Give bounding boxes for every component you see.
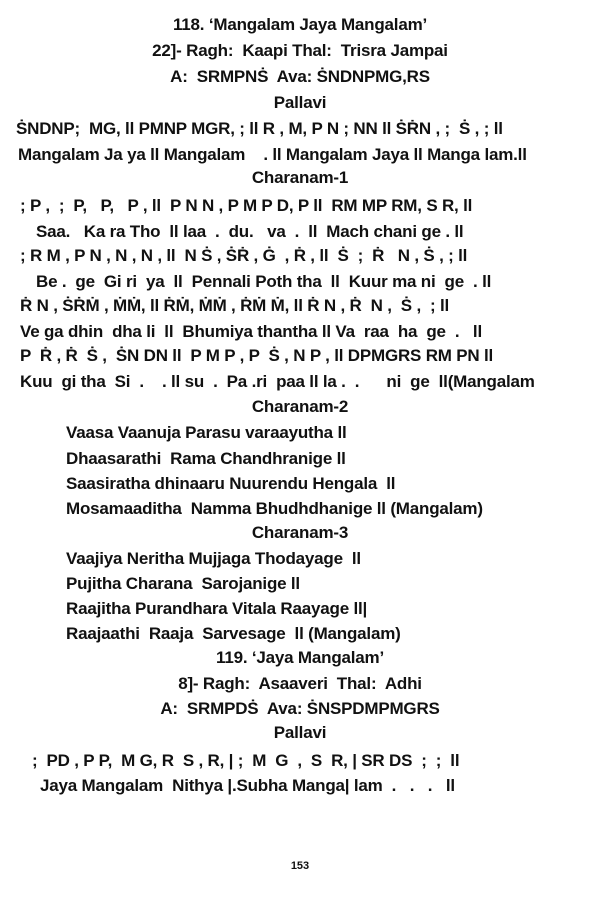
song-119-title: 119. ‘Jaya Mangalam’ [216,648,384,667]
charanam-3-line: Raajaathi Raaja Sarvesage ll (Mangalam) [66,624,401,643]
song-119-pallavi-notes: ; PD , P P, M G, R S , R, | ; M G , S R, | SR DS ; ; ll [32,751,460,770]
charanam-1-line: ; R M , P N , N , N , ll N Ṡ , ṠṘ , Ġ , Ṙ , ll Ṡ ; Ṙ N , Ṡ , ; ll [20,246,468,265]
song-119-pallavi-lyrics: Jaya Mangalam Nithya |.Subha Manga| lam . . . ll [40,776,455,795]
charanam-1-line: P Ṙ , Ṙ Ṡ , ṠN DN ll P M P , P Ṡ , N P , ll DPMGRS RM PN ll [20,346,494,365]
charanam-3-line: Pujitha Charana Sarojanige ll [66,574,300,593]
charanam-3-heading: Charanam-3 [251,523,349,542]
charanam-1-line: Saa. Ka ra Tho ll laa . du. va . ll Mach chani ge . ll [36,222,464,241]
song-118-raga-line: 22]- Ragh: Kaapi Thal: Trisra Jampai [152,41,448,60]
charanam-3-line: Raajitha Purandhara Vitala Raayage ll| [66,599,368,618]
song-118-pallavi-notes: ṠNDNP; MG, ll PMNP MGR, ; ll R , M, P N ; NN ll ṠṘN , ; Ṡ , ; ll [16,119,503,138]
charanam-1-line: Be . ge Gi ri ya ll Pennali Poth tha ll Kuur ma ni ge . ll [36,272,492,291]
charanam-2-heading: Charanam-2 [251,397,349,416]
song-119-pallavi-heading: Pallavi [273,723,327,742]
charanam-2-line: Vaasa Vaanuja Parasu varaayutha ll [66,423,347,442]
song-118-title: 118. ‘Mangalam Jaya Mangalam’ [172,15,428,34]
song-118-arohana-line: A: SRMPNṠ Ava: ṠNDNPMG,RS [170,67,430,86]
charanam-1-line: Ṙ N , ṠṘṀ , ṀṀ, ll ṘṀ, ṀṀ , ṘṀ Ṁ, ll Ṙ N , Ṙ N , Ṡ , ; ll [20,296,450,315]
charanam-2-line: Dhaasarathi Rama Chandhranige ll [66,449,346,468]
song-119-raga-line: 8]- Ragh: Asaaveri Thal: Adhi [178,674,422,693]
song-118-pallavi-heading: Pallavi [273,93,327,112]
charanam-1-line: ; P , ; P, P, P , ll P N N , P M P D, P ll RM MP RM, S R, ll [20,196,473,215]
charanam-1-heading: Charanam-1 [251,168,349,187]
charanam-1-line: Kuu gi tha Si . . ll su . Pa .ri paa ll la . . ni ge ll(Mangalam [20,372,535,391]
song-119-arohana-line: A: SRMPDṠ Ava: ṠNSPDMPMGRS [160,699,440,718]
song-118-pallavi-lyrics: Mangalam Ja ya ll Mangalam . ll Mangalam Jaya ll Manga lam.ll [18,145,527,164]
charanam-2-line: Saasiratha dhinaaru Nuurendu Hengala ll [66,474,396,493]
page-number: 153 [290,860,310,872]
charanam-2-line: Mosamaaditha Namma Bhudhdhanige ll (Mangalam) [66,499,483,518]
charanam-3-line: Vaajiya Neritha Mujjaga Thodayage ll [66,549,361,568]
charanam-1-line: Ve ga dhin dha li ll Bhumiya thantha ll Va raa ha ge . ll [20,322,482,341]
